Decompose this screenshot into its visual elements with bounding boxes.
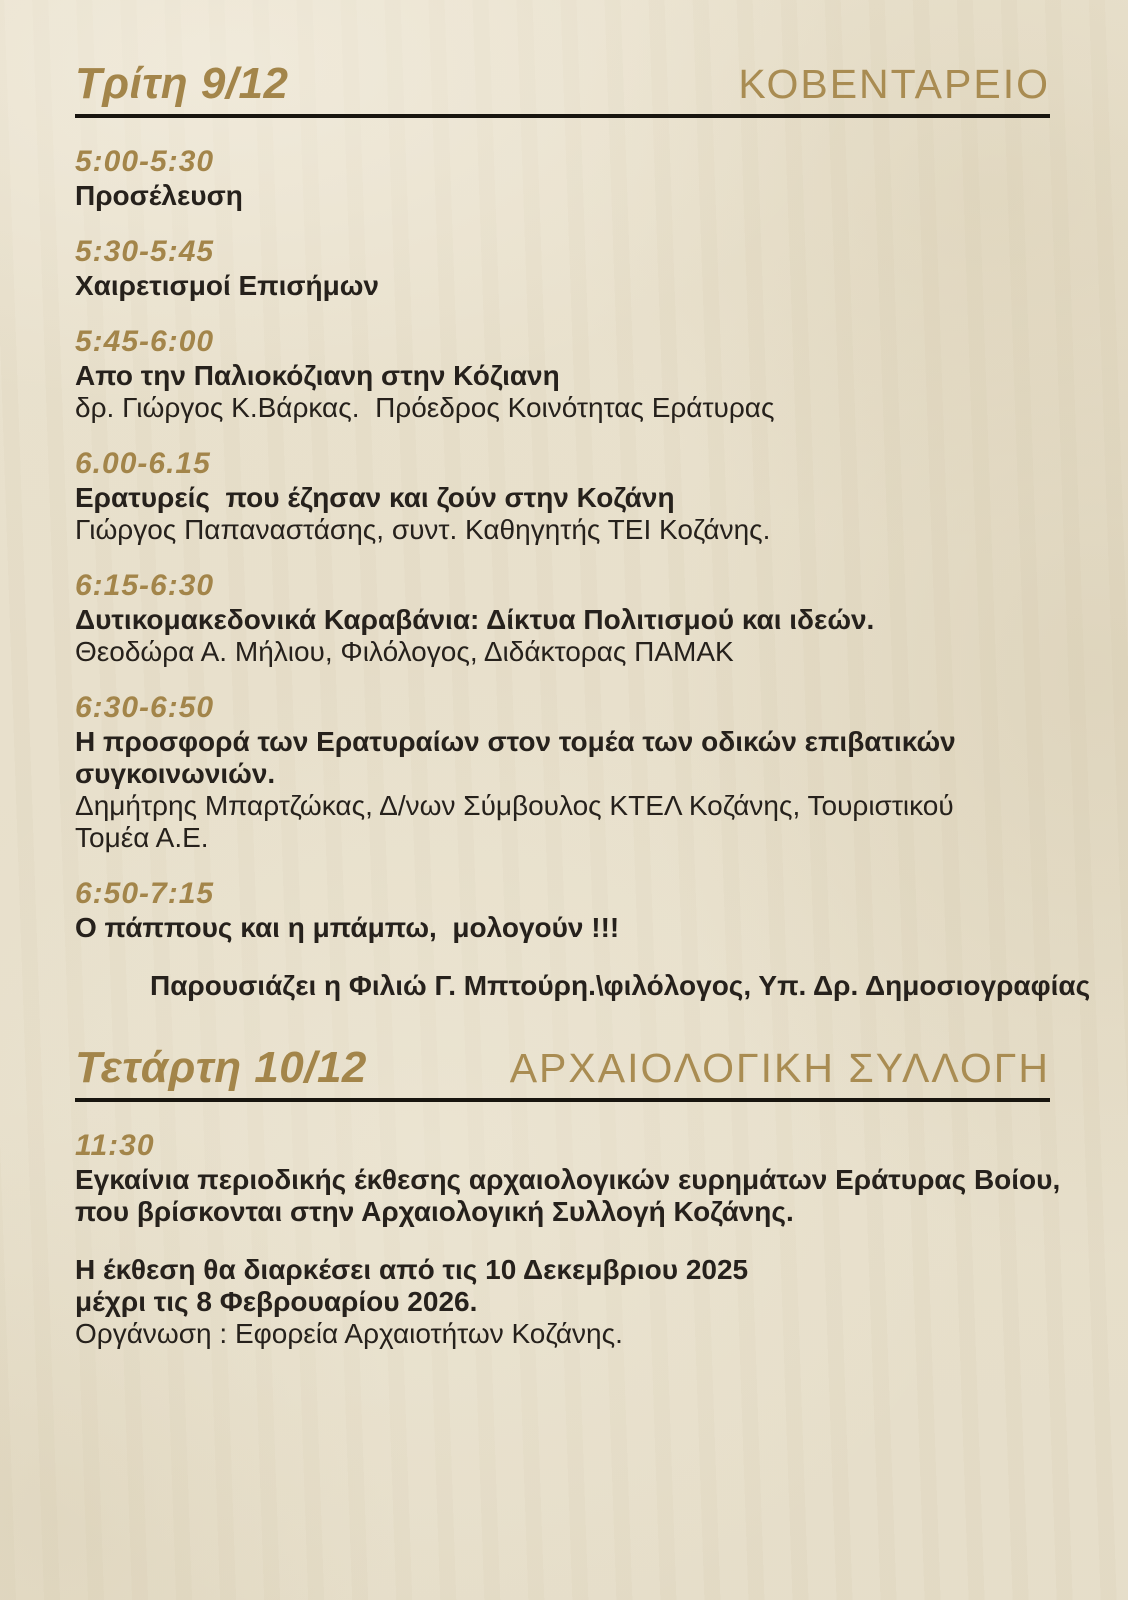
time-label: 6:15-6:30 [75, 569, 215, 602]
item-speaker: Δημήτρης Μπαρτζώκας, Δ/νων Σύμβουλος ΚΤΕΛ Κοζάνης, Τουριστικού [75, 790, 954, 821]
item-speaker-cont: Τομέα Α.Ε. [75, 822, 209, 853]
time-label: 5:30-5:45 [75, 235, 215, 268]
item-title: Η προσφορά των Ερατυραίων στον τομέα των οδικών επιβατικών [75, 726, 956, 757]
section-header-tuesday [75, 58, 1050, 118]
poster-content [75, 58, 1091, 1350]
item-speaker: Θεοδώρα Α. Μήλιου, Φιλόλογος, Διδάκτορας ΠΑΜΑΚ [75, 636, 734, 667]
schedule-item [75, 690, 1050, 854]
schedule-item [75, 144, 1050, 212]
exhibition-duration: Η έκθεση θα διαρκέσει από τις 10 Δεκεμβριου 2025 [75, 1254, 749, 1285]
section-wednesday [75, 1042, 1061, 1350]
item-title: Προσέλευση [75, 180, 243, 211]
schedule-item [75, 568, 1050, 668]
item-title: Δυτικομακεδονικά Καραβάνια: Δίκτυα Πολιτισμού και ιδεών. [75, 604, 875, 635]
item-presenter: Παρουσιάζει η Φιλιώ Γ. Μπτούρη.\φιλόλογος, Υπ. Δρ. Δημοσιογραφίας [150, 970, 1091, 1001]
item-speaker: Γιώργος Παπαναστάσης, συντ. Καθηγητής ΤΕΙ Κοζάνης. [75, 514, 771, 545]
day-title: Τετάρτη 10/12 [75, 1043, 367, 1092]
schedule-item [75, 446, 1050, 546]
item-title-cont: συγκοινωνιών. [75, 758, 276, 789]
organizer: Οργάνωση : Εφορεία Αρχαιοτήτων Κοζάνης. [75, 1318, 623, 1349]
venue-title: ΚΟΒΕΝΤΑΡΕΙΟ [738, 61, 1050, 107]
schedule-item [75, 324, 1050, 424]
exhibition-duration-cont: μέχρι τις 8 Φεβρουαρίου 2026. [75, 1286, 478, 1317]
item-title-cont: που βρίσκονται στην Αρχαιολογική Συλλογή Κοζάνης. [75, 1196, 794, 1227]
item-title: Εγκαίνια περιοδικής έκθεσης αρχαιολογικών ευρημάτων Εράτυρας Βοίου, [75, 1164, 1061, 1195]
time-label: 6:50-7:15 [75, 877, 215, 910]
item-speaker: δρ. Γιώργος Κ.Βάρκας. Πρόεδρος Κοινότητας Εράτυρας [75, 392, 775, 423]
time-label: 5:45-6:00 [75, 325, 215, 358]
item-title: Απο την Παλιοκόζιανη στην Κόζιανη [75, 360, 560, 391]
day-title: Τρίτη 9/12 [75, 59, 289, 108]
schedule-item [75, 234, 1050, 302]
schedule-item [75, 876, 1091, 1002]
item-title: Ο πάππους και η μπάμπω, μολογούν !!! [75, 912, 620, 943]
item-title: Χαιρετισμοί Επισήμων [75, 270, 380, 301]
schedule-item [75, 1128, 1061, 1350]
section-header-wednesday [75, 1042, 1050, 1102]
time-label: 6:30-6:50 [75, 691, 215, 724]
time-label: 11:30 [75, 1129, 155, 1162]
section-tuesday [75, 58, 1091, 1002]
item-title: Ερατυρείς που έζησαν και ζούν στην Κοζάνη [75, 482, 675, 513]
time-label: 5:00-5:30 [75, 145, 215, 178]
venue-title: ΑΡΧΑΙΟΛΟΓΙΚΗ ΣΥΛΛΟΓΗ [509, 1045, 1050, 1091]
time-label: 6.00-6.15 [75, 447, 211, 480]
